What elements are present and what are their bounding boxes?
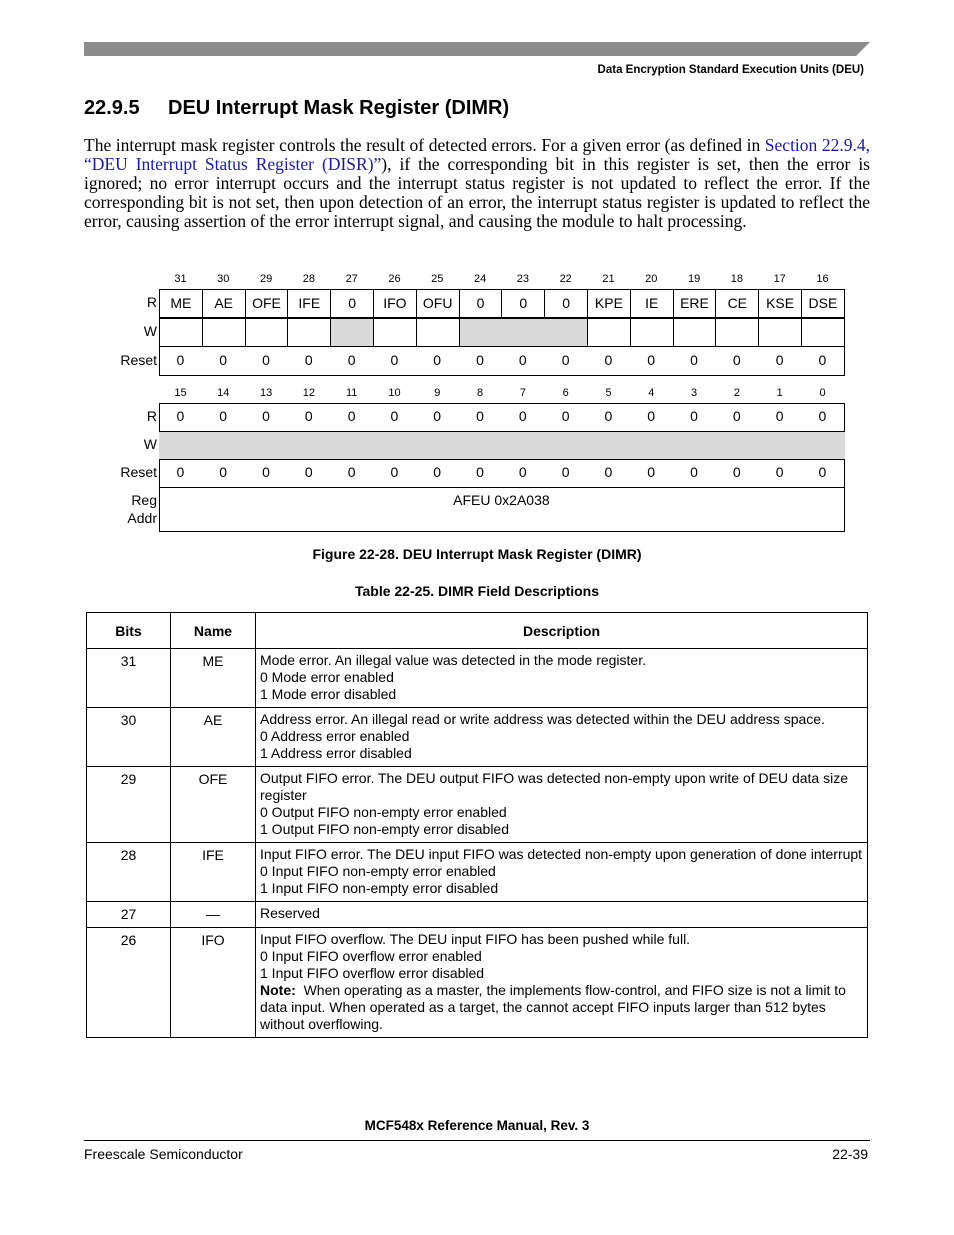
description-line: 1 Mode error disabled: [260, 686, 397, 702]
reset-value: 0: [732, 464, 741, 480]
register-address: AFEU 0x2A038: [453, 492, 550, 508]
table-row: [87, 708, 868, 767]
description-cell: [256, 708, 868, 767]
table-caption: Table 22-25. DIMR Field Descriptions: [354, 583, 600, 599]
reset-value: 0: [690, 352, 698, 368]
name-cell: OFE: [171, 767, 256, 843]
figure-caption: Figure 22-28. DEU Interrupt Mask Register (DIMR): [312, 546, 642, 562]
reserved-write-shade: [330, 318, 374, 347]
reset-value: 0: [347, 352, 356, 368]
description-line: Mode error. An illegal value was detected in the mode register.: [260, 652, 646, 668]
read-value: 0: [518, 408, 527, 424]
description-line: Address error. An illegal read or write address was detected within the DEU address space.: [260, 711, 825, 727]
manual-title: MCF548x Reference Manual, Rev. 3: [364, 1118, 590, 1133]
note-text: When operating as a master, the implements flow-control, and FIFO size is not a limit to data input. When operated as a target, the cannot accept FIFO inputs larger than 512 bytes without overflowing.: [260, 982, 846, 1032]
section-title: DEU Interrupt Mask Register (DIMR): [168, 97, 510, 119]
description-line: 1 Input FIFO non-empty error disabled: [260, 880, 499, 896]
reset-value: 0: [219, 464, 228, 480]
bit-number: 29: [259, 273, 273, 285]
field-write-cell: [801, 318, 845, 347]
bit-number: 13: [259, 387, 273, 399]
read-value: 0: [262, 408, 270, 424]
reset-value: 0: [518, 464, 527, 480]
bit-number: 5: [605, 387, 612, 399]
bit-number: 2: [733, 387, 740, 399]
description-cell: [256, 843, 868, 902]
reset-value: 0: [347, 464, 356, 480]
bits-cell: 26: [87, 928, 171, 1038]
row-label-reset: Reset: [120, 464, 157, 480]
description-line: 0 Address error enabled: [260, 728, 410, 744]
field-ifo-read: IFO: [373, 289, 417, 318]
bit-number: 19: [687, 273, 701, 285]
bits-cell: 28: [87, 843, 171, 902]
bit-number: 12: [302, 387, 316, 399]
bit-number: 31: [174, 273, 187, 285]
description-cell: [256, 928, 868, 1038]
table-row: [87, 928, 868, 1038]
reset-value: 0: [176, 464, 185, 480]
name-cell: IFE: [171, 843, 256, 902]
disr-section-link[interactable]: Section 22.9.4, “DEU Interrupt Status Register (DISR)”: [84, 135, 870, 174]
note-label: Note:: [260, 982, 296, 998]
reset-value: 0: [561, 352, 570, 368]
addr-divider: [159, 487, 845, 488]
bit-number: 7: [519, 387, 526, 399]
bit-number: 3: [691, 387, 698, 399]
bit-number: 11: [345, 387, 358, 399]
company-name: Freescale Semiconductor: [84, 1146, 243, 1162]
bit-number: 8: [477, 387, 484, 399]
bit-number: 17: [773, 273, 786, 285]
footer-rule: [84, 1140, 870, 1141]
bit-number: 22: [559, 273, 572, 285]
bit-number: 23: [516, 273, 530, 285]
name-cell: AE: [171, 708, 256, 767]
reset-value: 0: [775, 464, 784, 480]
bit-number: 24: [473, 273, 487, 285]
bit-number: 20: [645, 273, 658, 285]
bit-number: 21: [602, 273, 615, 285]
reset-value: 0: [818, 352, 827, 368]
bit-number: 6: [562, 387, 569, 399]
field-kpe-read: KPE: [587, 289, 631, 318]
read-value: 0: [604, 408, 613, 424]
name-cell: ME: [171, 649, 256, 708]
reset-value: 0: [604, 464, 613, 480]
reset-value: 0: [390, 464, 399, 480]
reset-value: 0: [647, 464, 656, 480]
read-value: 0: [732, 408, 741, 424]
field-ie-read: IE: [630, 289, 674, 318]
bit-number: 4: [648, 387, 655, 399]
field-write-cell: [245, 318, 289, 347]
reserved-write-shade: [459, 318, 588, 347]
intro-paragraph: [84, 136, 870, 231]
bits-cell: 29: [87, 767, 171, 843]
reset-value: 0: [647, 352, 656, 368]
chapter-header: Data Encryption Standard Execution Units (DEU): [597, 64, 864, 76]
reset-value: 0: [176, 352, 185, 368]
field-write-cell: [587, 318, 631, 347]
field-ere-read: ERE: [673, 289, 717, 318]
field-ife-read: IFE: [287, 289, 331, 318]
read-value: 0: [390, 408, 399, 424]
description-line: 1 Address error disabled: [260, 745, 412, 761]
description-line: Input FIFO error. The DEU input FIFO was detected non-empty upon generation of done interrupt: [260, 846, 863, 862]
reset-value: 0: [219, 352, 228, 368]
row-label-w: W: [143, 436, 157, 452]
row-label-r: R: [146, 408, 157, 424]
bit-number: 10: [388, 387, 401, 399]
field-ofe-read: OFE: [245, 289, 289, 318]
table-row: [87, 649, 868, 708]
bit-number: 25: [431, 273, 444, 285]
bit-number: 28: [302, 273, 316, 285]
reserved-bit-read: 0: [459, 289, 503, 318]
read-value: 0: [176, 408, 185, 424]
description-cell: [256, 767, 868, 843]
field-write-cell: [159, 318, 203, 347]
bit-number: 1: [776, 387, 783, 399]
description-cell: [256, 902, 868, 928]
reset-value: 0: [775, 352, 784, 368]
description-line: 0 Mode error enabled: [260, 669, 394, 685]
reserved-bit-read: 0: [501, 289, 545, 318]
description-line: 1 Output FIFO non-empty error disabled: [260, 821, 509, 837]
field-kse-read: KSE: [758, 289, 802, 318]
reset-value: 0: [604, 352, 613, 368]
description-line: Input FIFO overflow. The DEU input FIFO has been pushed while full.: [260, 931, 691, 947]
intro-text-1: The interrupt mask register controls the result of detected errors. For a given error (as defined in: [84, 135, 765, 155]
row-label-addr: Addr: [127, 510, 157, 526]
bit-number: 0: [819, 387, 826, 399]
reset-value: 0: [561, 464, 570, 480]
bit-number: 27: [345, 273, 358, 285]
reset-value: 0: [433, 464, 442, 480]
reset-value: 0: [518, 352, 527, 368]
field-ce-read: CE: [715, 289, 759, 318]
field-write-cell: [373, 318, 417, 347]
table-row: [87, 902, 868, 928]
description-line: Output FIFO error. The DEU output FIFO was detected non-empty upon write of DEU data size register: [260, 770, 848, 803]
bits-header: Bits: [87, 613, 171, 649]
reset-value: 0: [732, 352, 741, 368]
reserved-bit-read: 0: [544, 289, 588, 318]
field-write-cell: [673, 318, 717, 347]
reset-value: 0: [304, 352, 313, 368]
field-ofu-read: OFU: [416, 289, 460, 318]
field-dse-read: DSE: [801, 289, 845, 318]
bits-cell: 30: [87, 708, 171, 767]
read-value: 0: [647, 408, 656, 424]
read-value: 0: [304, 408, 313, 424]
table-row: [87, 767, 868, 843]
read-value: 0: [347, 408, 356, 424]
row-label-reset: Reset: [120, 352, 157, 368]
bit-number: 18: [730, 273, 744, 285]
bit-number: 30: [217, 273, 230, 285]
bit-number: 9: [434, 387, 441, 399]
read-value: 0: [433, 408, 442, 424]
name-cell: IFO: [171, 928, 256, 1038]
read-value: 0: [561, 408, 570, 424]
name-header: Name: [171, 613, 256, 649]
description-cell: [256, 649, 868, 708]
description-line: 1 Input FIFO overflow error disabled: [260, 965, 485, 981]
reserved-write-shade: [159, 431, 845, 460]
bits-cell: 27: [87, 902, 171, 928]
bit-number: 16: [816, 273, 829, 285]
section-number: 22.9.5: [84, 97, 140, 119]
read-value: 0: [476, 408, 484, 424]
field-write-cell: [715, 318, 759, 347]
bits-cell: 31: [87, 649, 171, 708]
table-row: [87, 843, 868, 902]
reset-value: 0: [433, 352, 442, 368]
row-label-r: R: [146, 294, 157, 310]
reset-value: 0: [262, 464, 270, 480]
row-label-w: W: [143, 323, 157, 339]
reset-value: 0: [262, 352, 270, 368]
field-ae-read: AE: [202, 289, 246, 318]
bit-number: 26: [388, 273, 401, 285]
read-value: 0: [775, 408, 784, 424]
header-bar: [84, 42, 870, 56]
reset-value: 0: [476, 464, 484, 480]
intro-text-2: ), if the corresponding bit in this register is set, then the error is ignored; no error interrupt occurs and the interrupt status register is not updated to reflect the error. If the corresponding bit is not set, then upon detection of an error, the interrupt status register is updated to reflect the error, causing assertion of the error interrupt signal, and causing the module to halt processing.: [84, 154, 870, 231]
note: [260, 982, 863, 1033]
bit-number: 15: [174, 387, 187, 399]
table-header-row: [87, 613, 868, 649]
reset-value: 0: [476, 352, 484, 368]
description-line: Reserved: [260, 905, 320, 921]
field-write-cell: [758, 318, 802, 347]
bit-number: 14: [217, 387, 230, 399]
name-cell: —: [171, 902, 256, 928]
description-line: 0 Input FIFO overflow error enabled: [260, 948, 482, 964]
field-description-table: [86, 612, 868, 1038]
read-value: 0: [690, 408, 698, 424]
description-line: 0 Input FIFO non-empty error enabled: [260, 863, 496, 879]
reserved-bit-read: 0: [330, 289, 374, 318]
description-header: Description: [256, 613, 868, 649]
read-value: 0: [818, 408, 827, 424]
field-me-read: ME: [159, 289, 203, 318]
field-write-cell: [287, 318, 331, 347]
reset-value: 0: [818, 464, 827, 480]
reset-value: 0: [304, 464, 313, 480]
field-write-cell: [416, 318, 460, 347]
read-value: 0: [219, 408, 228, 424]
page-number: 22-39: [832, 1146, 868, 1162]
reset-value: 0: [690, 464, 698, 480]
row-label-reg: Reg: [131, 492, 157, 508]
section-heading: [84, 97, 509, 120]
description-line: 0 Output FIFO non-empty error enabled: [260, 804, 507, 820]
field-write-cell: [630, 318, 674, 347]
reset-value: 0: [390, 352, 399, 368]
field-write-cell: [202, 318, 246, 347]
